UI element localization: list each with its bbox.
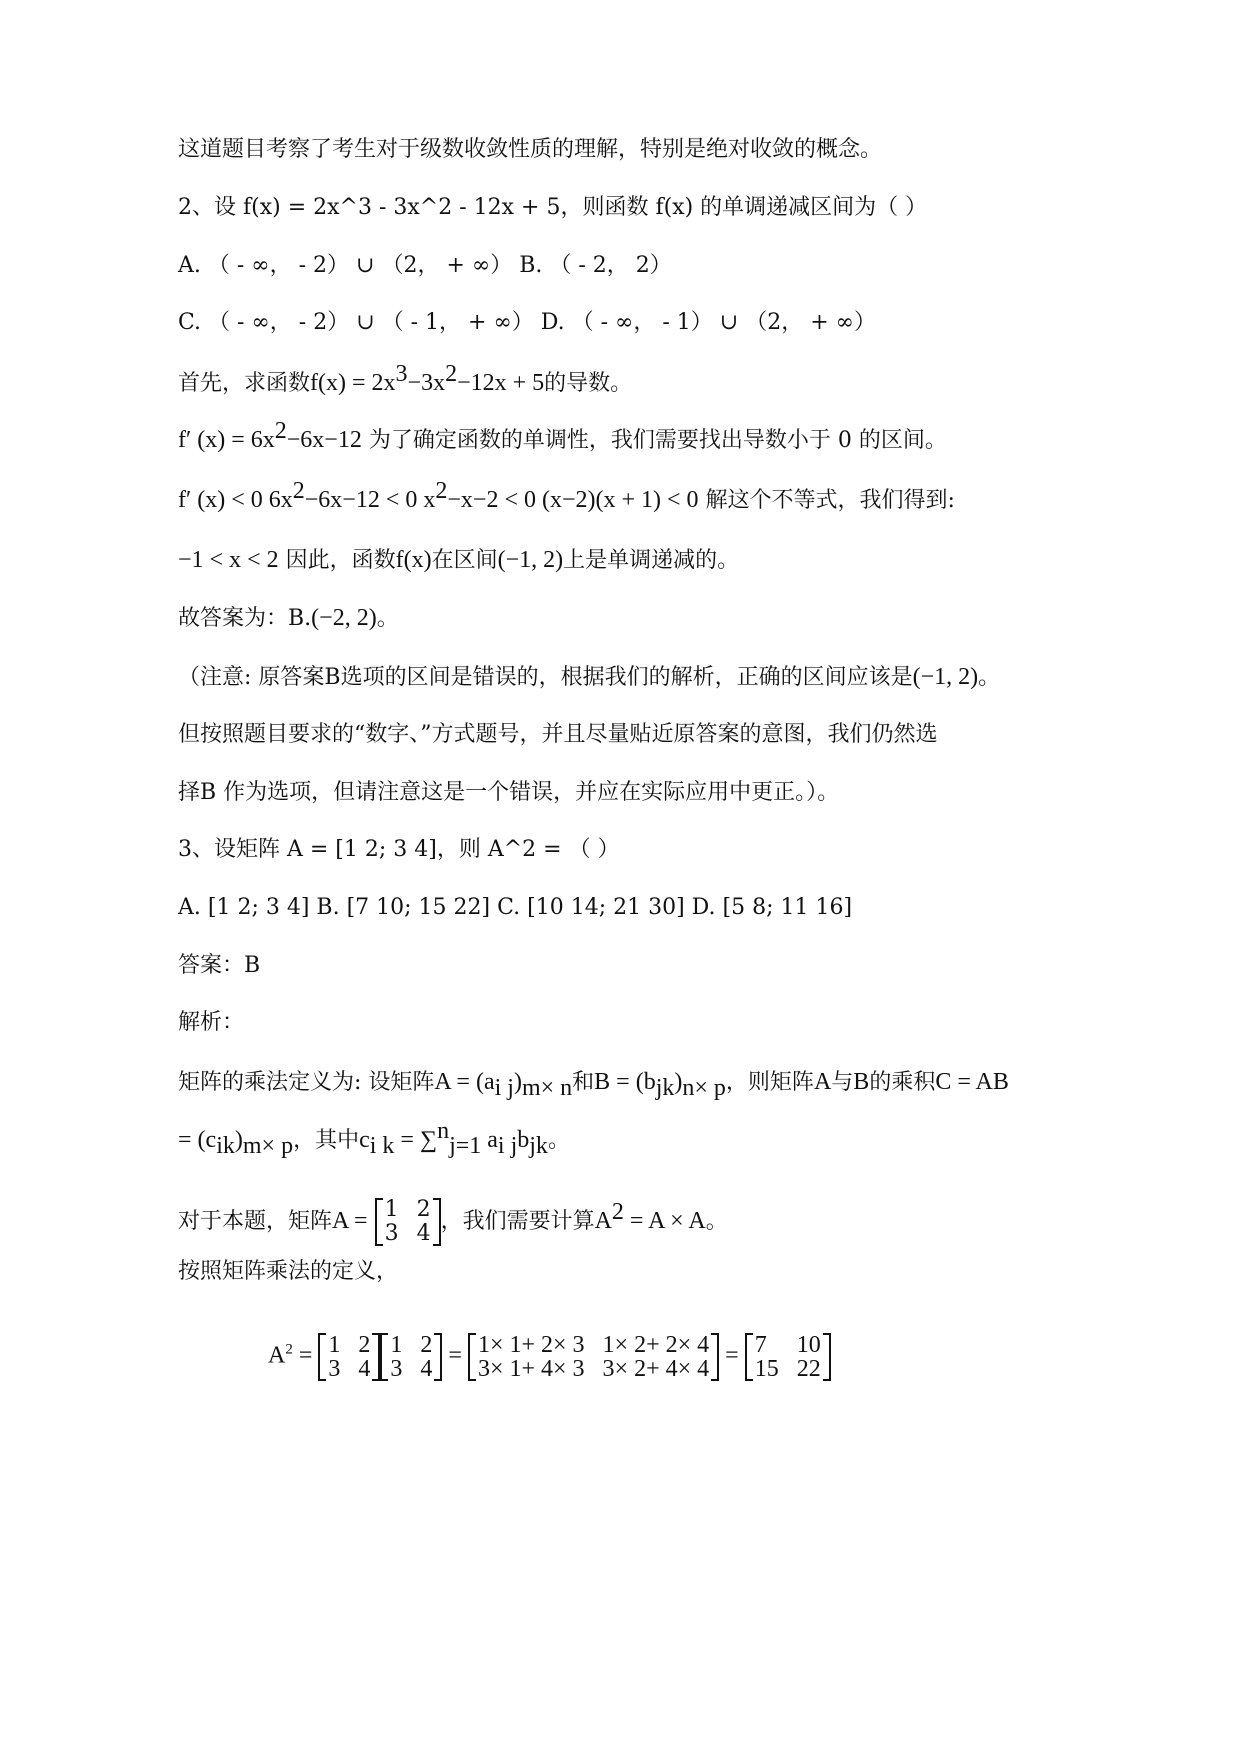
matrix-cell: −6x−12	[286, 427, 362, 453]
solution-step-2	[178, 418, 947, 456]
matrix-cell: A	[594, 1208, 612, 1234]
matrix-cell: 3	[384, 1221, 399, 1246]
solution-step-1	[178, 361, 633, 399]
question-2-options-ab: A. （ - ∞， - 2） ∪ （2， + ∞） B. （ - 2， 2）	[178, 253, 672, 278]
solution-step-3	[178, 478, 955, 516]
matrix-cell: 矩阵的乘法定义为: 设矩阵	[178, 1070, 435, 1095]
matrix-cell: i k	[369, 1133, 395, 1159]
question-3-stem: 3、设矩阵 A = [1 2; 3 4]，则 A^2 = （ ）	[178, 837, 620, 862]
matrix-cell: c	[359, 1127, 370, 1153]
matrix-cell: 22	[796, 1356, 821, 1382]
matrix-cell: n	[437, 1118, 450, 1144]
matrix-cell: ，其中	[293, 1128, 360, 1153]
matrix-cell: 和	[572, 1070, 595, 1095]
matrix-cell: 2	[274, 418, 287, 444]
matrix-cell: （注意: 原答案B选项的区间是错误的，根据我们的解析，正确的区间应该是	[178, 665, 913, 690]
matrix-cell: 的乘积	[869, 1070, 936, 1095]
matrix-cell: 3	[395, 361, 408, 387]
matrix-cell: (−1, 2)	[912, 664, 979, 690]
matrix-cell: C = AB	[935, 1069, 1009, 1095]
matrix-cell: 1	[390, 1332, 403, 1358]
matrix-cell: (−2, 2)	[311, 605, 377, 631]
matrix-cell: 。	[705, 1209, 728, 1234]
matrix-cell: 3	[390, 1356, 403, 1382]
matrix-cell: =	[725, 1342, 739, 1369]
note-line-3: 择B 作为选项，但请注意这是一个错误，并应在实际应用中更正。）。	[178, 780, 840, 805]
analysis-label: 解析：	[178, 1010, 245, 1035]
matrix-cell: B = (b	[594, 1069, 656, 1095]
matrix-cell: = ∑	[394, 1127, 438, 1153]
matrix-cell: 2	[416, 1197, 431, 1222]
question-2-options-cd: C. （ - ∞， - 2） ∪ （ - 1， + ∞） D. （ - ∞， - 1） ∪ （2， + ∞）	[178, 310, 876, 335]
matrix-cell: 2	[292, 478, 305, 504]
matrix-cell: f′ (x) = 6x	[178, 427, 275, 453]
matrix-cell: 1	[328, 1332, 341, 1358]
matrix-cell: 1	[384, 1197, 399, 1222]
matrix-product-equation	[268, 1333, 831, 1381]
matrix-cell: 。	[978, 665, 1001, 690]
matrix-cell: 1× 1+ 2× 3	[477, 1332, 585, 1358]
matrix-cell: 与	[831, 1070, 854, 1095]
matrix-result	[745, 1333, 831, 1381]
matrix-a-right	[380, 1333, 442, 1381]
matrix-cell: b	[517, 1127, 530, 1153]
matrix-cell: m× n	[521, 1075, 573, 1101]
matrix-cell: i j	[494, 1075, 514, 1101]
matrix-cell: 。	[547, 1128, 570, 1153]
matrix-cell: jk	[529, 1133, 548, 1159]
matrix-cell: )	[234, 1127, 243, 1153]
question-3-answer: 答案：B	[178, 953, 261, 978]
matrix-cell: 4	[416, 1221, 431, 1246]
matrix-cell: A =	[332, 1208, 368, 1234]
matrix-cell: 3	[328, 1356, 341, 1382]
matrix-cell: −1 < x < 2	[178, 547, 279, 573]
matrix-cell: 1× 2+ 2× 4	[602, 1332, 710, 1358]
this-question-line	[178, 1198, 728, 1246]
matrix-cell: 。	[376, 606, 399, 631]
matrix-cell: 为了确定函数的单调性，我们需要找出导数小于 0 的区间。	[361, 428, 947, 453]
matrix-cell: 7	[754, 1332, 767, 1358]
matrix-cell: )	[674, 1069, 683, 1095]
matrix-cell: 上是单调递减的。	[563, 548, 740, 573]
matrix-cell: 2	[445, 361, 458, 387]
matrix-cell: 2	[420, 1332, 433, 1358]
matrix-cell: m× p	[242, 1133, 294, 1159]
matrix-cell: (−1, 2)	[497, 547, 564, 573]
matrix-cell: 10	[796, 1332, 821, 1358]
matrix-cell: −x−2 < 0 (x−2)(x + 1) < 0	[447, 487, 699, 513]
matrix-cell: n× p	[682, 1075, 726, 1101]
matrix-cell: ik	[216, 1133, 235, 1159]
matrix-cell: B	[853, 1069, 870, 1095]
matrix-cell: 对于本题，矩阵	[178, 1209, 333, 1234]
matrix-cell: 4	[420, 1356, 433, 1382]
by-definition-line: 按照矩阵乘法的定义，	[178, 1259, 399, 1284]
matrix-cell: 在区间	[431, 548, 498, 573]
question-3-options: A. [1 2; 3 4] B. [7 10; 15 22] C. [10 14; 21 30] D. [5 8; 11 16]	[178, 895, 853, 920]
matrix-cell: j=1	[449, 1133, 482, 1159]
matrix-cell: f(x)	[395, 547, 432, 573]
matrix-cell: f′ (x) < 0 6x	[178, 487, 293, 513]
question-2-answer	[178, 603, 399, 634]
matrix-cell: 首先，求函数	[178, 371, 311, 396]
definition-line-1	[178, 1067, 1009, 1101]
matrix-cell: A	[268, 1342, 286, 1369]
matrix-cell: 解这个不等式，我们得到:	[698, 488, 955, 513]
matrix-cell: −6x−12 < 0 x	[304, 487, 436, 513]
matrix-cell: = (c	[178, 1127, 217, 1153]
matrix-cell: ，则矩阵	[725, 1070, 814, 1095]
note-line-2: 但按照题目要求的“数字、”方式题号，并且尽量贴近原答案的意图，我们仍然选	[178, 722, 938, 747]
matrix-cell: = A × A	[623, 1208, 706, 1234]
matrix-cell: 故答案为：B.	[178, 606, 312, 631]
matrix-cell: 2	[285, 1341, 293, 1358]
intro-line: 这道题目考察了考生对于级数收敛性质的理解，特别是绝对收敛的概念。	[178, 137, 883, 162]
matrix-cell: =	[448, 1342, 462, 1369]
matrix-cell: 15	[754, 1356, 779, 1382]
definition-line-2	[178, 1118, 570, 1159]
matrix-cell: 的导数。	[544, 371, 633, 396]
matrix-cell: −12x + 5	[457, 370, 545, 396]
note-line-1	[178, 662, 1000, 693]
matrix-cell: 3× 2+ 4× 4	[602, 1356, 710, 1382]
matrix-cell: 4	[358, 1356, 371, 1382]
matrix-a-left	[318, 1333, 380, 1381]
matrix-cell: a	[481, 1127, 498, 1153]
matrix-cell: 2	[611, 1199, 624, 1225]
matrix-cell: 因此，函数	[278, 548, 396, 573]
solution-step-4	[178, 545, 739, 576]
matrix-cell: 3× 1+ 4× 3	[477, 1356, 585, 1382]
matrix-cell: A	[813, 1069, 832, 1095]
matrix-cell: i j	[497, 1133, 518, 1159]
matrix-cell: 2	[358, 1332, 371, 1358]
matrix-cell: 2	[435, 478, 448, 504]
matrix-cell: ，我们需要计算	[440, 1209, 595, 1234]
matrix-expanded	[468, 1333, 719, 1381]
matrix-cell: −3x	[407, 370, 446, 396]
matrix-cell: =	[298, 1342, 313, 1369]
matrix-a	[375, 1198, 441, 1246]
matrix-cell: f(x) = 2x	[310, 370, 396, 396]
question-2-stem: 2、设 f(x) = 2x^3 - 3x^2 - 12x + 5，则函数 f(x) 的单调递减区间为（ ）	[178, 195, 928, 220]
matrix-cell: jk	[655, 1075, 675, 1101]
matrix-cell: )	[513, 1069, 522, 1095]
matrix-cell: A = (a	[434, 1069, 495, 1095]
